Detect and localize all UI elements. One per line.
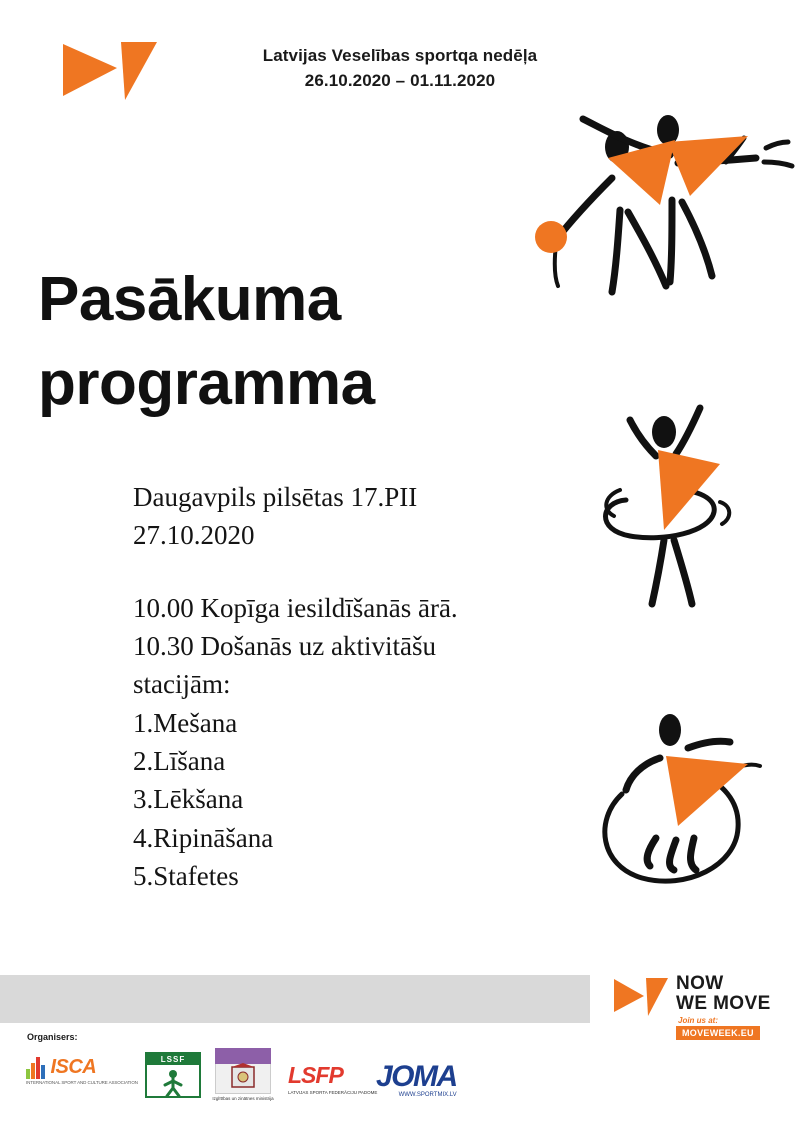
schedule-line-0: 10.00 Kopīga iesildīšanās ārā. (133, 592, 458, 623)
schedule-line-2: stacijām: (133, 669, 231, 700)
isca-wordmark: ISCA (50, 1056, 97, 1078)
list-item: 1.Mešana (133, 707, 238, 738)
sponsor-logos (20, 1046, 490, 1112)
lsfp-subtitle: LATVIJAS SPORTA FEDERĀCIJU PADOME (288, 1090, 378, 1095)
page-title (190, 44, 610, 93)
jumping-rope-figure-illustration (560, 690, 790, 920)
isca-subtitle: INTERNATIONAL SPORT AND CULTURE ASSOCIATION (26, 1080, 138, 1085)
list-item: 5.Stafetes (133, 860, 239, 891)
joma-logo (376, 1060, 457, 1098)
izm-caption: Izglītības un zinātnes ministrija (212, 1096, 274, 1101)
nwm-url-badge[interactable]: MOVEWEEK.EU (676, 1026, 760, 1040)
event-details (133, 478, 563, 895)
hula-hoop-figure-illustration (560, 390, 790, 620)
event-date: 27.10.2020 (133, 520, 255, 551)
izm-purple-bar (215, 1048, 271, 1064)
headline-line2: programma (38, 348, 375, 418)
nowwemove-arrow-icon (612, 976, 670, 1024)
list-item: 2.Līšana (133, 745, 226, 776)
nowwemove-logo (612, 972, 792, 1044)
event-place: Daugavpils pilsētas 17.PII (133, 482, 418, 512)
lsfp-wordmark: LSFP (288, 1062, 343, 1088)
list-item: 4.Ripināšana (133, 822, 274, 853)
nowwemove-wordmark (676, 974, 771, 1014)
activities-list (133, 704, 563, 896)
lssf-wordmark: LSSF (147, 1054, 199, 1065)
nwm-line1: NOW (676, 973, 724, 994)
joma-url: WWW.SPORTMIX.LV (398, 1092, 457, 1098)
list-item: 3.Lēkšana (133, 784, 244, 815)
lsfp-logo (288, 1062, 377, 1095)
headline (38, 258, 375, 425)
izm-crest-icon (215, 1064, 271, 1094)
isca-logo (26, 1056, 138, 1085)
schedule-line-1: 10.30 Došanās uz aktivitāšu (133, 630, 436, 661)
header-title-line1: Latvijas Veselības sportqa nedēļa (262, 46, 538, 65)
lssf-logo (145, 1052, 201, 1098)
joma-wordmark: JOMA (376, 1060, 457, 1093)
izm-logo (212, 1048, 275, 1102)
nwm-line2: WE MOVE (676, 992, 771, 1014)
event-schedule (133, 589, 563, 704)
nowwemove-arrow-icon (55, 38, 165, 108)
header-date-range: 26.10.2020 – 01.11.2020 (304, 70, 496, 90)
organisers-label: Organisers: (27, 1032, 78, 1042)
two-figures-with-ball-illustration (520, 100, 800, 320)
lssf-figure-icon (158, 1069, 188, 1097)
isca-bars-icon (26, 1057, 46, 1079)
headline-line1: Pasākuma (38, 265, 341, 334)
nwm-join-label: Join us at: (678, 1016, 719, 1025)
